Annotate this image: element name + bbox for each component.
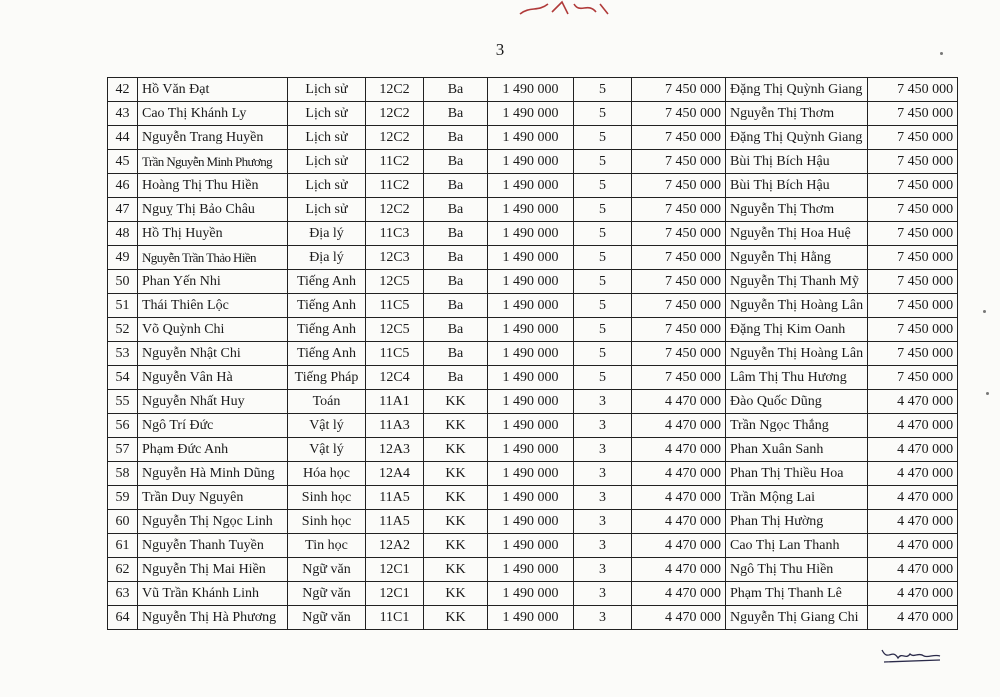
amount-cell: 1 490 000 (488, 222, 574, 246)
teacher-amount-cell: 4 470 000 (868, 510, 958, 534)
class-cell: 12C2 (366, 102, 424, 126)
amount-cell: 1 490 000 (488, 246, 574, 270)
total-cell: 4 470 000 (632, 582, 726, 606)
stamp-fragment (518, 0, 612, 16)
total-cell: 4 470 000 (632, 462, 726, 486)
teacher-amount-cell: 7 450 000 (868, 222, 958, 246)
prize-cell: Ba (424, 294, 488, 318)
class-cell: 12A2 (366, 534, 424, 558)
class-cell: 12C2 (366, 198, 424, 222)
amount-cell: 1 490 000 (488, 390, 574, 414)
student-name-cell: Phạm Đức Anh (138, 438, 288, 462)
class-cell: 12C5 (366, 318, 424, 342)
table-row (108, 390, 958, 414)
coefficient-cell: 5 (574, 126, 632, 150)
signature (878, 644, 944, 666)
subject-cell: Lịch sử (288, 174, 366, 198)
student-name-cell: Nguyễn Thị Hà Phương (138, 606, 288, 630)
amount-cell: 1 490 000 (488, 462, 574, 486)
stt-cell: 63 (108, 582, 138, 606)
subject-cell: Lịch sử (288, 102, 366, 126)
subject-cell: Sinh học (288, 486, 366, 510)
prize-cell: Ba (424, 78, 488, 102)
prize-cell: Ba (424, 366, 488, 390)
student-name-cell: Nguyễn Nhật Chi (138, 342, 288, 366)
subject-cell: Ngữ văn (288, 606, 366, 630)
total-cell: 7 450 000 (632, 174, 726, 198)
table-row (108, 534, 958, 558)
stt-cell: 51 (108, 294, 138, 318)
table-row (108, 126, 958, 150)
student-name-cell: Trần Duy Nguyên (138, 486, 288, 510)
amount-cell: 1 490 000 (488, 342, 574, 366)
class-cell: 11C2 (366, 150, 424, 174)
stt-cell: 45 (108, 150, 138, 174)
teacher-amount-cell: 4 470 000 (868, 414, 958, 438)
stt-cell: 62 (108, 558, 138, 582)
student-name-cell: Nguyễn Hà Minh Dũng (138, 462, 288, 486)
prize-cell: Ba (424, 150, 488, 174)
teacher-name-cell: Phan Thị Hường (726, 510, 868, 534)
subject-cell: Sinh học (288, 510, 366, 534)
subject-cell: Lịch sử (288, 198, 366, 222)
teacher-name-cell: Nguyễn Thị Hằng (726, 246, 868, 270)
coefficient-cell: 3 (574, 510, 632, 534)
student-name-cell: Nguỵ Thị Bảo Châu (138, 198, 288, 222)
coefficient-cell: 5 (574, 102, 632, 126)
teacher-amount-cell: 4 470 000 (868, 582, 958, 606)
teacher-amount-cell: 7 450 000 (868, 198, 958, 222)
teacher-name-cell: Nguyễn Thị Thanh Mỹ (726, 270, 868, 294)
class-cell: 11A1 (366, 390, 424, 414)
total-cell: 7 450 000 (632, 366, 726, 390)
amount-cell: 1 490 000 (488, 150, 574, 174)
student-name-cell: Ngô Trí Đức (138, 414, 288, 438)
table-row (108, 198, 958, 222)
total-cell: 7 450 000 (632, 294, 726, 318)
total-cell: 4 470 000 (632, 438, 726, 462)
teacher-amount-cell: 7 450 000 (868, 126, 958, 150)
teacher-name-cell: Bùi Thị Bích Hậu (726, 174, 868, 198)
coefficient-cell: 3 (574, 462, 632, 486)
class-cell: 11C2 (366, 174, 424, 198)
class-cell: 11C5 (366, 294, 424, 318)
teacher-amount-cell: 7 450 000 (868, 318, 958, 342)
subject-cell: Tiếng Anh (288, 270, 366, 294)
prize-cell: Ba (424, 318, 488, 342)
coefficient-cell: 3 (574, 486, 632, 510)
coefficient-cell: 5 (574, 174, 632, 198)
prize-cell: KK (424, 414, 488, 438)
amount-cell: 1 490 000 (488, 102, 574, 126)
amount-cell: 1 490 000 (488, 534, 574, 558)
stt-cell: 58 (108, 462, 138, 486)
total-cell: 4 470 000 (632, 486, 726, 510)
stt-cell: 53 (108, 342, 138, 366)
subject-cell: Lịch sử (288, 78, 366, 102)
total-cell: 4 470 000 (632, 414, 726, 438)
amount-cell: 1 490 000 (488, 510, 574, 534)
subject-cell: Vật lý (288, 414, 366, 438)
table-row (108, 150, 958, 174)
stt-cell: 55 (108, 390, 138, 414)
class-cell: 12A4 (366, 462, 424, 486)
teacher-amount-cell: 7 450 000 (868, 102, 958, 126)
award-table (107, 77, 958, 630)
stt-cell: 43 (108, 102, 138, 126)
table-row (108, 510, 958, 534)
prize-cell: Ba (424, 246, 488, 270)
student-name-cell: Phan Yến Nhi (138, 270, 288, 294)
total-cell: 7 450 000 (632, 342, 726, 366)
teacher-name-cell: Nguyễn Thị Hoa Huệ (726, 222, 868, 246)
coefficient-cell: 5 (574, 246, 632, 270)
student-name-cell: Nguyễn Thị Ngọc Linh (138, 510, 288, 534)
table-row (108, 294, 958, 318)
total-cell: 7 450 000 (632, 270, 726, 294)
stt-cell: 48 (108, 222, 138, 246)
amount-cell: 1 490 000 (488, 486, 574, 510)
table-row (108, 462, 958, 486)
student-name-cell: Cao Thị Khánh Ly (138, 102, 288, 126)
stt-cell: 61 (108, 534, 138, 558)
scan-speck (986, 392, 989, 395)
teacher-name-cell: Ngô Thị Thu Hiền (726, 558, 868, 582)
teacher-amount-cell: 4 470 000 (868, 438, 958, 462)
student-name-cell: Nguyễn Vân Hà (138, 366, 288, 390)
coefficient-cell: 5 (574, 366, 632, 390)
teacher-name-cell: Đặng Thị Kim Oanh (726, 318, 868, 342)
student-name-cell: Hoàng Thị Thu Hiền (138, 174, 288, 198)
student-name-cell: Thái Thiên Lộc (138, 294, 288, 318)
subject-cell: Tiếng Anh (288, 318, 366, 342)
stt-cell: 46 (108, 174, 138, 198)
student-name-cell: Nguyễn Nhất Huy (138, 390, 288, 414)
teacher-name-cell: Bùi Thị Bích Hậu (726, 150, 868, 174)
subject-cell: Ngữ văn (288, 558, 366, 582)
subject-cell: Lịch sử (288, 126, 366, 150)
class-cell: 12C4 (366, 366, 424, 390)
subject-cell: Ngữ văn (288, 582, 366, 606)
coefficient-cell: 5 (574, 294, 632, 318)
table-row (108, 558, 958, 582)
subject-cell: Tiếng Pháp (288, 366, 366, 390)
amount-cell: 1 490 000 (488, 78, 574, 102)
coefficient-cell: 3 (574, 582, 632, 606)
stt-cell: 49 (108, 246, 138, 270)
subject-cell: Vật lý (288, 438, 366, 462)
amount-cell: 1 490 000 (488, 294, 574, 318)
stt-cell: 64 (108, 606, 138, 630)
table-row (108, 414, 958, 438)
subject-cell: Địa lý (288, 222, 366, 246)
amount-cell: 1 490 000 (488, 438, 574, 462)
teacher-name-cell: Nguyễn Thị Hoàng Lân (726, 294, 868, 318)
total-cell: 4 470 000 (632, 558, 726, 582)
prize-cell: Ba (424, 222, 488, 246)
prize-cell: Ba (424, 198, 488, 222)
teacher-amount-cell: 7 450 000 (868, 366, 958, 390)
coefficient-cell: 3 (574, 390, 632, 414)
teacher-name-cell: Đào Quốc Dũng (726, 390, 868, 414)
student-name-cell: Nguyễn Thị Mai Hiền (138, 558, 288, 582)
class-cell: 12C5 (366, 270, 424, 294)
coefficient-cell: 3 (574, 534, 632, 558)
class-cell: 12C2 (366, 126, 424, 150)
amount-cell: 1 490 000 (488, 126, 574, 150)
teacher-name-cell: Đặng Thị Quỳnh Giang (726, 126, 868, 150)
table-row (108, 486, 958, 510)
total-cell: 7 450 000 (632, 102, 726, 126)
teacher-amount-cell: 4 470 000 (868, 486, 958, 510)
teacher-amount-cell: 7 450 000 (868, 150, 958, 174)
teacher-name-cell: Trần Ngọc Thắng (726, 414, 868, 438)
prize-cell: KK (424, 558, 488, 582)
teacher-amount-cell: 4 470 000 (868, 462, 958, 486)
table-row (108, 270, 958, 294)
class-cell: 11A3 (366, 414, 424, 438)
subject-cell: Tiếng Anh (288, 294, 366, 318)
class-cell: 11C1 (366, 606, 424, 630)
table-row (108, 582, 958, 606)
table-row (108, 102, 958, 126)
class-cell: 12A3 (366, 438, 424, 462)
prize-cell: Ba (424, 102, 488, 126)
class-cell: 12C1 (366, 582, 424, 606)
total-cell: 7 450 000 (632, 198, 726, 222)
total-cell: 7 450 000 (632, 78, 726, 102)
amount-cell: 1 490 000 (488, 270, 574, 294)
amount-cell: 1 490 000 (488, 606, 574, 630)
teacher-amount-cell: 4 470 000 (868, 534, 958, 558)
teacher-amount-cell: 7 450 000 (868, 246, 958, 270)
student-name-cell: Vũ Trần Khánh Linh (138, 582, 288, 606)
table-row (108, 174, 958, 198)
student-name-cell: Nguyễn Trang Huyền (138, 126, 288, 150)
table-row (108, 78, 958, 102)
prize-cell: KK (424, 510, 488, 534)
teacher-amount-cell: 7 450 000 (868, 78, 958, 102)
scan-speck (983, 310, 986, 313)
class-cell: 11C3 (366, 222, 424, 246)
table-row (108, 246, 958, 270)
prize-cell: Ba (424, 174, 488, 198)
teacher-amount-cell: 4 470 000 (868, 606, 958, 630)
stt-cell: 54 (108, 366, 138, 390)
teacher-name-cell: Trần Mộng Lai (726, 486, 868, 510)
teacher-amount-cell: 4 470 000 (868, 390, 958, 414)
coefficient-cell: 5 (574, 270, 632, 294)
table-row (108, 222, 958, 246)
prize-cell: KK (424, 606, 488, 630)
coefficient-cell: 5 (574, 150, 632, 174)
total-cell: 7 450 000 (632, 150, 726, 174)
prize-cell: KK (424, 582, 488, 606)
student-name-cell: Nguyễn Trần Thảo Hiền (138, 246, 288, 270)
table-row (108, 342, 958, 366)
stt-cell: 50 (108, 270, 138, 294)
coefficient-cell: 3 (574, 606, 632, 630)
coefficient-cell: 3 (574, 414, 632, 438)
student-name-cell: Hồ Văn Đạt (138, 78, 288, 102)
subject-cell: Toán (288, 390, 366, 414)
total-cell: 7 450 000 (632, 222, 726, 246)
total-cell: 7 450 000 (632, 318, 726, 342)
class-cell: 11C5 (366, 342, 424, 366)
table-row (108, 318, 958, 342)
amount-cell: 1 490 000 (488, 318, 574, 342)
teacher-name-cell: Phan Xuân Sanh (726, 438, 868, 462)
prize-cell: Ba (424, 270, 488, 294)
student-name-cell: Hồ Thị Huyền (138, 222, 288, 246)
page-number: 3 (495, 40, 505, 59)
teacher-amount-cell: 4 470 000 (868, 558, 958, 582)
table-row (108, 606, 958, 630)
teacher-name-cell: Phan Thị Thiều Hoa (726, 462, 868, 486)
teacher-name-cell: Lâm Thị Thu Hương (726, 366, 868, 390)
prize-cell: KK (424, 390, 488, 414)
subject-cell: Tiếng Anh (288, 342, 366, 366)
amount-cell: 1 490 000 (488, 366, 574, 390)
teacher-name-cell: Cao Thị Lan Thanh (726, 534, 868, 558)
total-cell: 7 450 000 (632, 126, 726, 150)
total-cell: 7 450 000 (632, 246, 726, 270)
total-cell: 4 470 000 (632, 510, 726, 534)
amount-cell: 1 490 000 (488, 414, 574, 438)
subject-cell: Lịch sử (288, 150, 366, 174)
prize-cell: Ba (424, 126, 488, 150)
teacher-name-cell: Đặng Thị Quỳnh Giang (726, 78, 868, 102)
stt-cell: 42 (108, 78, 138, 102)
stt-cell: 52 (108, 318, 138, 342)
stt-cell: 56 (108, 414, 138, 438)
stt-cell: 47 (108, 198, 138, 222)
class-cell: 11A5 (366, 510, 424, 534)
coefficient-cell: 5 (574, 318, 632, 342)
table-body (108, 78, 958, 630)
prize-cell: KK (424, 486, 488, 510)
coefficient-cell: 5 (574, 198, 632, 222)
student-name-cell: Nguyễn Thanh Tuyền (138, 534, 288, 558)
prize-cell: KK (424, 438, 488, 462)
coefficient-cell: 5 (574, 222, 632, 246)
amount-cell: 1 490 000 (488, 198, 574, 222)
table-row (108, 438, 958, 462)
teacher-amount-cell: 7 450 000 (868, 342, 958, 366)
coefficient-cell: 3 (574, 438, 632, 462)
table-row (108, 366, 958, 390)
total-cell: 4 470 000 (632, 606, 726, 630)
stt-cell: 60 (108, 510, 138, 534)
teacher-name-cell: Nguyễn Thị Giang Chi (726, 606, 868, 630)
scan-speck (940, 52, 943, 55)
student-name-cell: Trần Nguyễn Minh Phương (138, 150, 288, 174)
coefficient-cell: 5 (574, 78, 632, 102)
teacher-name-cell: Nguyễn Thị Thơm (726, 198, 868, 222)
teacher-name-cell: Nguyễn Thị Hoàng Lân (726, 342, 868, 366)
teacher-name-cell: Phạm Thị Thanh Lê (726, 582, 868, 606)
total-cell: 4 470 000 (632, 390, 726, 414)
amount-cell: 1 490 000 (488, 558, 574, 582)
stt-cell: 59 (108, 486, 138, 510)
coefficient-cell: 3 (574, 558, 632, 582)
stt-cell: 44 (108, 126, 138, 150)
amount-cell: 1 490 000 (488, 174, 574, 198)
subject-cell: Địa lý (288, 246, 366, 270)
class-cell: 12C2 (366, 78, 424, 102)
class-cell: 11A5 (366, 486, 424, 510)
teacher-amount-cell: 7 450 000 (868, 294, 958, 318)
subject-cell: Hóa học (288, 462, 366, 486)
student-name-cell: Võ Quỳnh Chi (138, 318, 288, 342)
teacher-name-cell: Nguyễn Thị Thơm (726, 102, 868, 126)
teacher-amount-cell: 7 450 000 (868, 174, 958, 198)
teacher-amount-cell: 7 450 000 (868, 270, 958, 294)
coefficient-cell: 5 (574, 342, 632, 366)
prize-cell: KK (424, 462, 488, 486)
stt-cell: 57 (108, 438, 138, 462)
amount-cell: 1 490 000 (488, 582, 574, 606)
class-cell: 12C1 (366, 558, 424, 582)
subject-cell: Tin học (288, 534, 366, 558)
total-cell: 4 470 000 (632, 534, 726, 558)
prize-cell: KK (424, 534, 488, 558)
prize-cell: Ba (424, 342, 488, 366)
class-cell: 12C3 (366, 246, 424, 270)
